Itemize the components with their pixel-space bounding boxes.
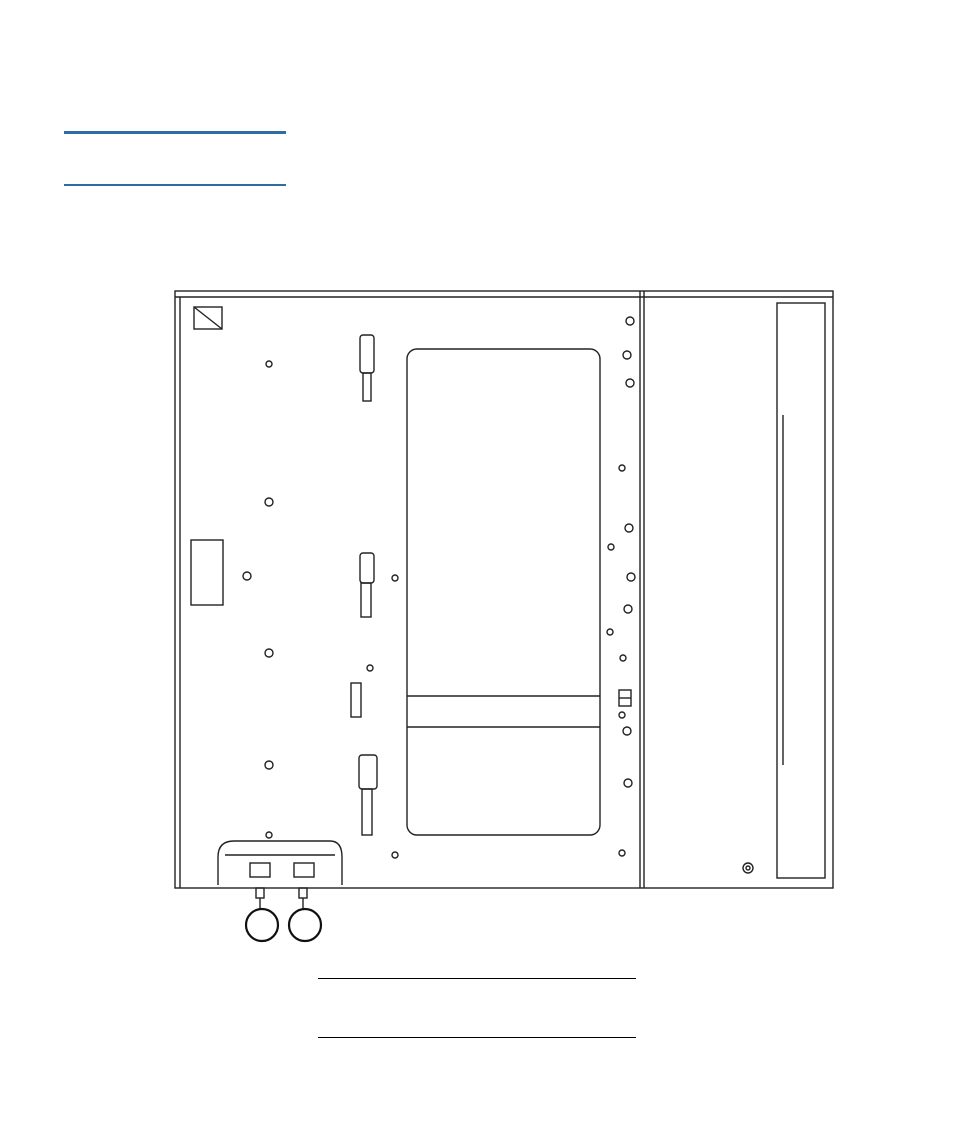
expansion-module-figure (170, 285, 840, 945)
callout-guide-pin (246, 909, 278, 941)
legend-rule-top (318, 978, 636, 979)
legend-rule-bottom (318, 1037, 636, 1038)
callout-thumbscrew (289, 909, 321, 941)
side-heading-box (64, 131, 286, 186)
